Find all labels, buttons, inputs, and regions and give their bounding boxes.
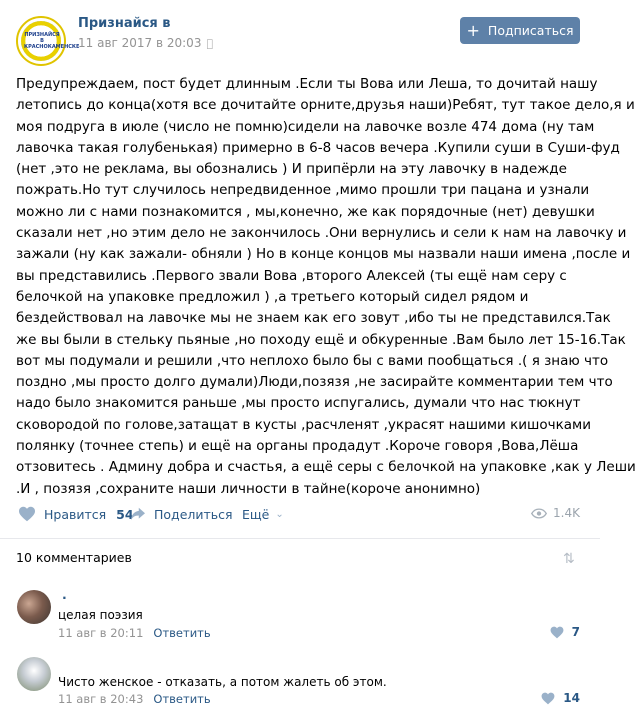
comment-text: Чисто женское - отказать, а потом жалеть об этом. (58, 675, 387, 689)
reply-button[interactable]: Ответить (153, 692, 211, 706)
plus-icon: + (466, 20, 480, 40)
divider (0, 538, 600, 539)
post-text-line: вы представились .Первого звали Вова ,второго Алексей (ты ещё нам серу с (16, 267, 567, 284)
avatar[interactable] (17, 590, 51, 624)
comment-like-count: 7 (571, 625, 580, 639)
post-text-line: белочкой на упаковке предложил ) ,а третьего который сидел рядом и (16, 288, 529, 305)
post-text-line: (нет ,это не реклама, вы обознались ) И припёрли на эту лавочку в надежде (16, 161, 567, 178)
comment-like-button[interactable] (541, 691, 580, 705)
comment-meta (58, 692, 211, 706)
post-text-line: бездействовал на лавочке мы не знаем как его зовут ,ибо ты не представился.Так (16, 310, 611, 327)
post-text-line: сказали нет ,но этим дело не закончилось .Они вернулись и сели к нам на лавочку и (16, 225, 627, 242)
like-button[interactable] (18, 501, 134, 527)
more-label: Ещё (242, 506, 270, 522)
post-text-line: можно ли с нами познакомится , мы,конечно, же как порядочные (нет) девушки (16, 203, 595, 220)
heart-icon (550, 626, 564, 639)
group-logo-text: ПРИЗНАЙСЯ В КРАСНОКАМЕНСКЕ (24, 32, 80, 50)
post-actions (0, 501, 600, 531)
comment-author[interactable]: . (62, 587, 67, 602)
comment-date[interactable]: 11 авг в 20:43 (58, 692, 144, 706)
comment (0, 587, 600, 650)
group-name-link[interactable]: Признайся в (78, 16, 171, 31)
post-text-line: моя подруга в июле (число не помню)сидели на лавочке возле 474 дома (ну там (16, 118, 595, 135)
comment-text: целая поэзия (58, 608, 143, 622)
avatar[interactable] (17, 657, 51, 691)
post-text-line: поздно ,мы просто долго думали)Люди,позязя ,не засирайте комментарии тем что (16, 374, 613, 391)
post-header (0, 0, 600, 60)
eye-icon (531, 508, 547, 519)
comment-date[interactable]: 11 авг в 20:11 (58, 626, 144, 640)
share-icon (130, 507, 146, 521)
post-text-line: надо было знакомится раньше ,мы просто испугались, думали что нас тюкнут (16, 395, 581, 412)
post-text-line: зажали (ну как зажали- обняли ) Но в конце концов мы назвали наши имена ,после и (16, 246, 631, 263)
post-text-line: же вы были в стельку пьяные ,но походу ещё и обкуренные .Вам было лет 15-16.Так (16, 331, 626, 348)
share-label: Поделиться (154, 506, 233, 522)
comment (0, 657, 600, 712)
post-date[interactable] (78, 36, 213, 50)
post-text-line: лавочка такая голубенькая) примерно в 6-8 часов вечера .Купили суши в Суши-фуд (16, 139, 620, 156)
sort-icon[interactable]: ⇅ (563, 551, 575, 567)
subscribe-button[interactable] (460, 17, 580, 44)
heart-icon (18, 506, 36, 522)
group-avatar[interactable] (16, 16, 80, 66)
post-text-line: пожрать.Но тут случилось непредвиденное ,мимо прошли три пацана и узнали (16, 182, 590, 199)
views-counter (531, 506, 580, 520)
chevron-down-icon: ⌄ (275, 508, 284, 520)
comments-count: 10 комментариев (16, 550, 132, 565)
post-text-line: полянку (точнее степь) и ещё на органы продадут .Короче говоря ,Вова,Лёша (16, 438, 579, 455)
share-button[interactable] (130, 501, 233, 527)
post-text-line: отзовитесь . Админу добра и счастья, а ещё серы с белочкой на упаковке ,как у Леши (16, 459, 636, 476)
comment-meta (58, 626, 211, 640)
post-text-line: сковородой по голове,затащат в кусты ,расчленят ,украсят нашими кишочками (16, 416, 591, 433)
like-count: 54 (116, 506, 134, 522)
reply-button[interactable]: Ответить (153, 626, 211, 640)
like-label: Нравится (44, 506, 107, 522)
views-count: 1.4K (553, 506, 580, 520)
post-text-line: летопись до конца(хотя все дочитайте орните,друзья наши)Ребят, тут такое дело,я и (16, 97, 635, 114)
apple-icon (206, 37, 213, 50)
comment-like-count: 14 (563, 691, 580, 705)
comment-like-button[interactable] (550, 625, 580, 639)
heart-icon (541, 692, 555, 705)
post-text-line: .И , позязя ,сохраните наши личности в тайне(короче анонимно) (16, 480, 481, 497)
post-text-line: Предупреждаем, пост будет длинным .Если ты Вова или Леша, то дочитай нашу (16, 76, 598, 92)
post-date-text: 11 авг 2017 в 20:03 (78, 36, 202, 50)
post-text-line: вот мы подумали и решили ,что неплохо было бы с вами пообщаться .( я знаю что (16, 352, 609, 369)
more-button[interactable] (242, 501, 284, 527)
subscribe-label: Подписаться (487, 23, 574, 38)
post-text (16, 74, 636, 500)
